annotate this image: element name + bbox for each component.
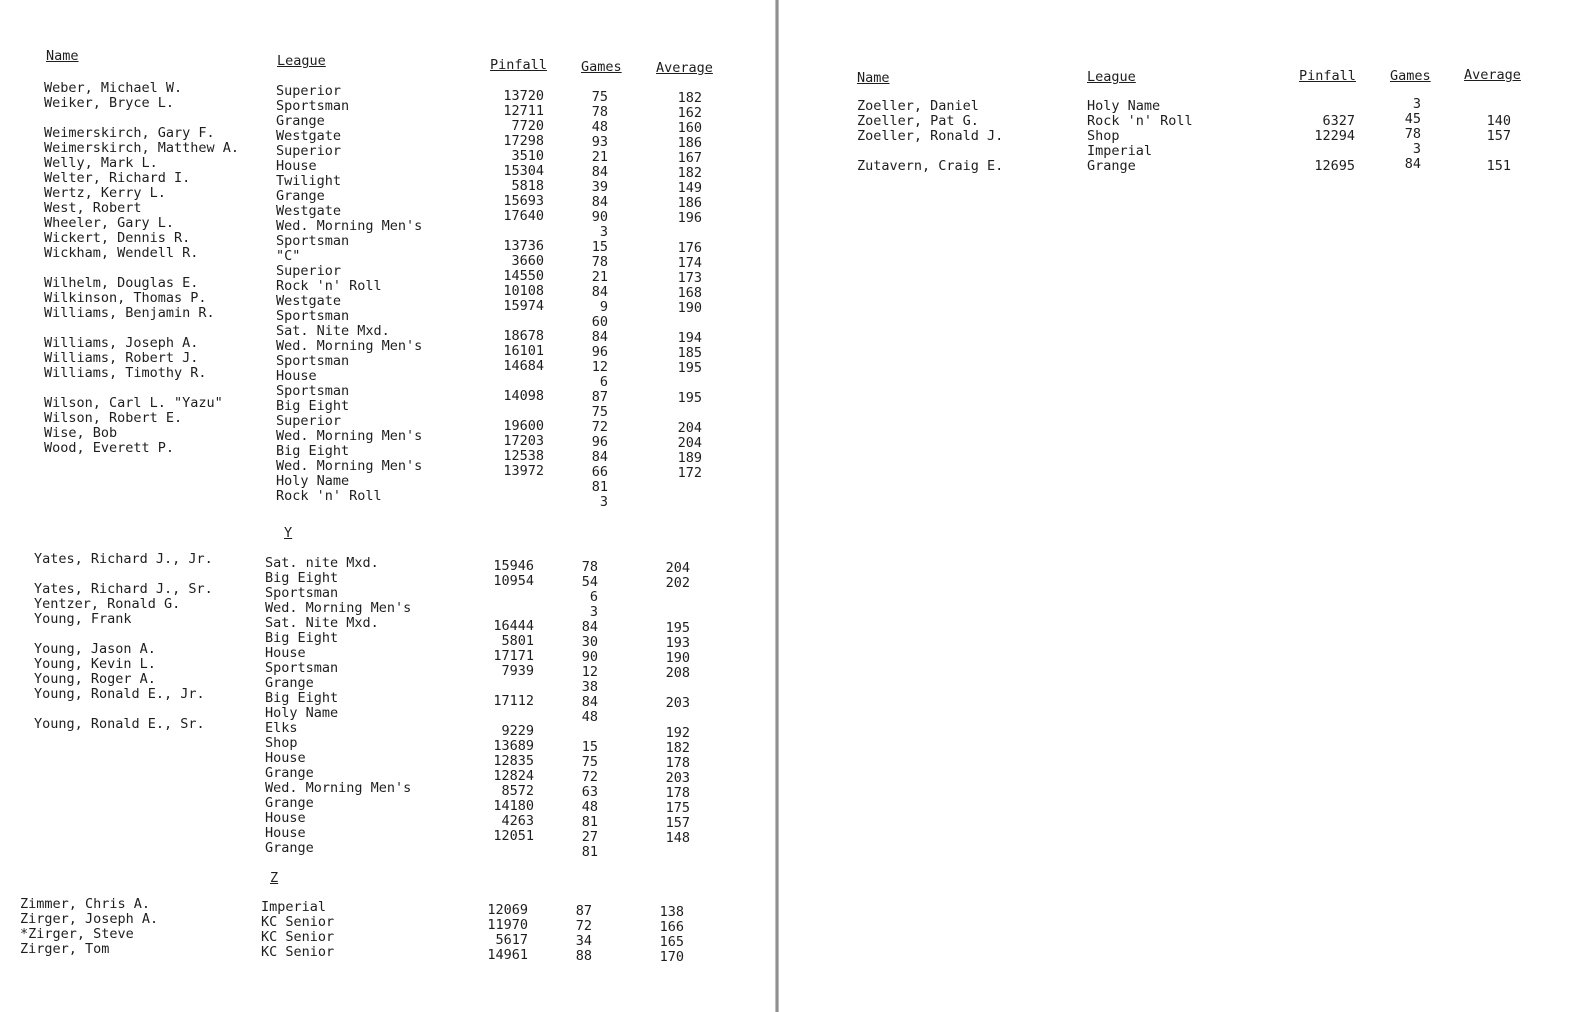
y-games-column: 78 54 6 3 84 30 90 12 38 84 48 15 75 72 63 48 81 27 81 [581, 559, 598, 860]
w-average-column: 182 162 160 186 167 182 149 186 196 176 174 173 168 190 194 185 195 195 204 204 189 172 [677, 90, 702, 481]
y-average-column: 204 202 195 193 190 208 203 192 182 178 203 178 175 157 148 [665, 560, 690, 846]
header-games: Games [1390, 68, 1431, 84]
header-average: Average [1464, 67, 1521, 83]
header-pinfall: Pinfall [1299, 68, 1356, 84]
right-leagues-column: Holy Name Rock 'n' Roll Shop Imperial Grange [1087, 98, 1193, 174]
header-name: Name [857, 70, 890, 86]
section-heading-y: Y [284, 525, 293, 541]
right-page [779, 0, 1590, 1012]
w-leagues-column: Superior Sportsman Grange Westgate Superior House Twilight Grange Westgate Wed. Morning Men's Sportsman "C" Superior Rock 'n' Roll Westgate Sportsman Sat. Nite Mxd. Wed. Morning Men's Sportsman House Sportsman Big Eight Superior Wed. Morning Men's Big Eight Wed. Morning Men's Holy Name Rock 'n' Roll [276, 83, 423, 504]
section-heading-z: Z [270, 870, 279, 886]
header-league: League [1087, 69, 1136, 85]
header-name: Name [46, 48, 79, 64]
right-average-column: 140 157 151 [1486, 113, 1511, 174]
header-league: League [277, 53, 326, 69]
header-games: Games [581, 59, 622, 75]
y-leagues-column: Sat. nite Mxd. Big Eight Sportsman Wed. Morning Men's Sat. Nite Mxd. Big Eight House Sportsman Grange Big Eight Holy Name Elks Shop House Grange Wed. Morning Men's Grange House House Grange [265, 555, 412, 856]
header-average: Average [656, 60, 713, 76]
z-average-column: 138 166 165 170 [659, 904, 684, 965]
z-games-column: 87 72 34 88 [575, 903, 592, 964]
header-pinfall: Pinfall [490, 57, 547, 73]
w-pinfall-column: 13720 12711 7720 17298 3510 15304 5818 15693 17640 13736 3660 14550 10108 15974 18678 16101 14684 14098 19600 17203 12538 13972 [503, 88, 544, 479]
right-games-column: 3 45 78 3 84 [1404, 96, 1421, 172]
right-pinfall-column: 6327 12294 12695 [1314, 113, 1355, 174]
z-names-column: Zimmer, Chris A. Zirger, Joseph A. *Zirger, Steve Zirger, Tom [20, 896, 159, 957]
w-games-column: 75 78 48 93 21 84 39 84 90 3 15 78 21 84 9 60 84 96 12 6 87 75 72 96 84 66 81 3 [591, 89, 608, 510]
y-pinfall-column: 15946 10954 16444 5801 17171 7939 17112 9229 13689 12835 12824 8572 14180 4263 12051 [493, 558, 534, 844]
right-names-column: Zoeller, Daniel Zoeller, Pat G. Zoeller, Ronald J. Zutavern, Craig E. [857, 98, 1004, 174]
z-pinfall-column: 12069 11970 5617 14961 [487, 902, 528, 963]
left-page [0, 0, 775, 1012]
z-leagues-column: Imperial KC Senior KC Senior KC Senior [261, 899, 335, 960]
y-names-column: Yates, Richard J., Jr. Yates, Richard J., Sr. Yentzer, Ronald G. Young, Frank Young, Jason A. Young, Kevin L. Young, Roger A. Young, Ronald E., Jr. Young, Ronald E., Sr. [34, 551, 213, 732]
w-names-column: Weber, Michael W. Weiker, Bryce L. Weimerskirch, Gary F. Weimerskirch, Matthew A. Welly, Mark L. Welter, Richard I. Wertz, Kerry L. West, Robert Wheeler, Gary L. Wickert, Dennis R. Wickham, Wendell R. Wilhelm, Douglas E. Wilkinson, Thomas P. Williams, Benjamin R. Williams, Joseph A. Williams, Robert J. Williams, Timothy R. Wilson, Carl L. "Yazu" Wilson, Robert E. Wise, Bob Wood, Everett P. [44, 80, 240, 456]
